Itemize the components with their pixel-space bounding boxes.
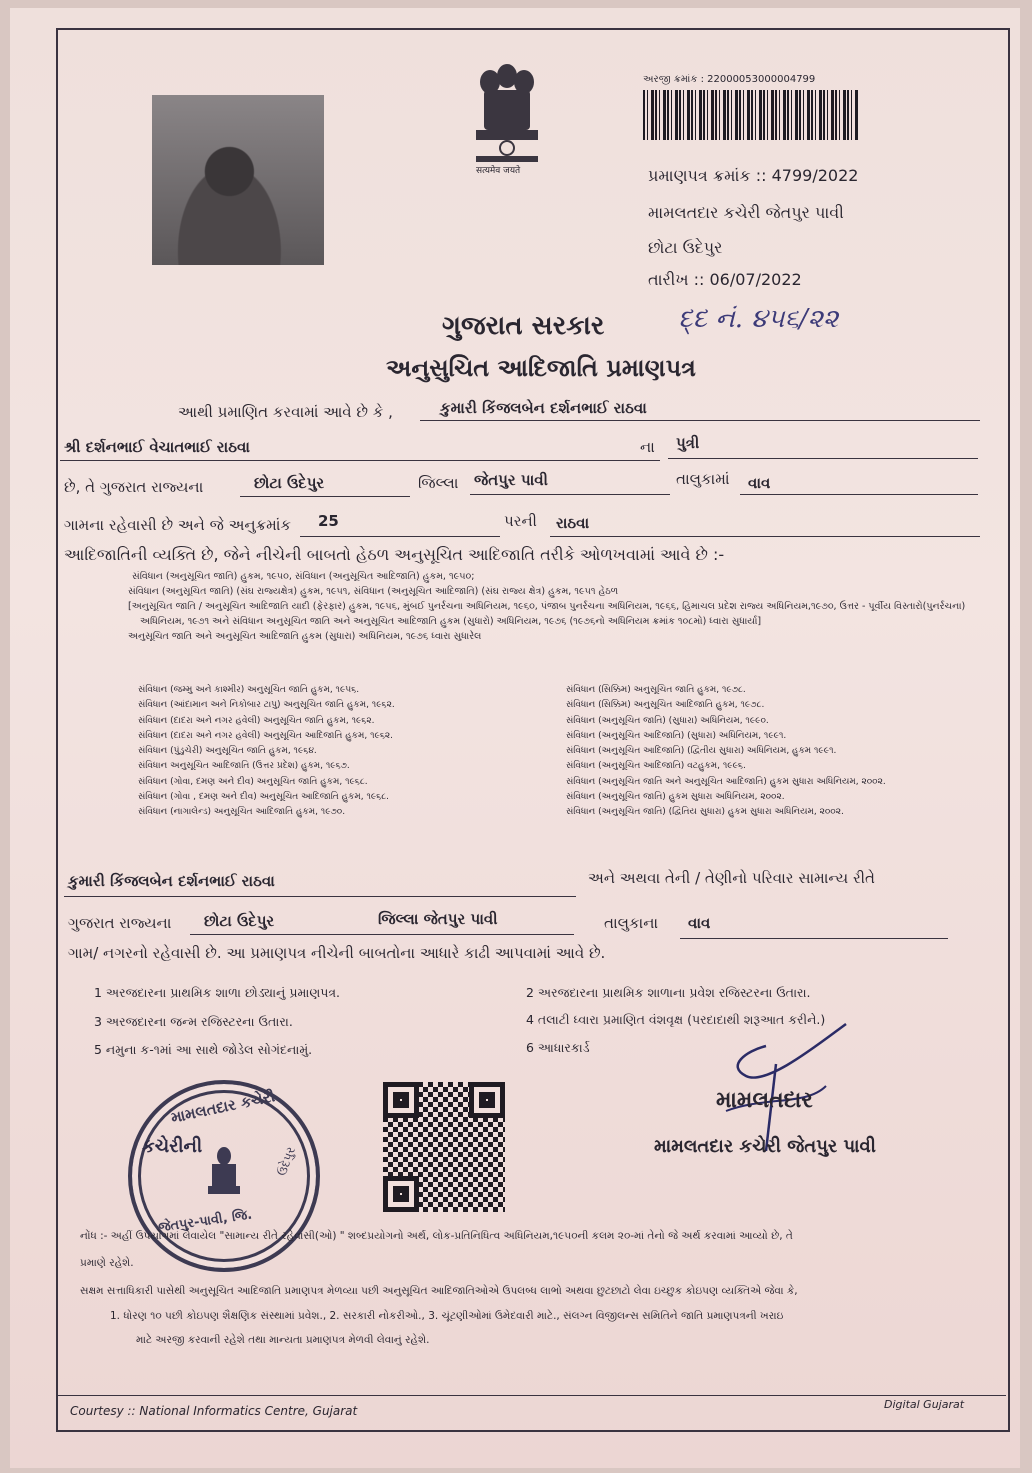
relation-line — [668, 458, 978, 459]
state-prefix-second: ગુજરાત રાજ્યના — [68, 914, 172, 932]
list-item: સંવિધાન (નાગાલેન્ડ) અનુસૂચિત આદિજાતિ હુકમ, ૧૯૭૦. — [138, 807, 346, 818]
list-item: સંવિધાન (દાદરા અને નગર હવેલી) અનુસૂચિત જાતિ હુકમ, ૧૯૬૨. — [138, 715, 375, 726]
list-item: સંવિધાન (અનુસૂચિત આદિજાતિ) વટહુકમ, ૧૯૯૬. — [566, 761, 746, 772]
signature-icon — [706, 1016, 856, 1156]
footer-divider — [58, 1395, 1006, 1396]
list-item: સંવિધાન (પુંડુચેરી) અનુસૂચિત જાતિ હુકમ, ૧૯૬૪. — [138, 746, 317, 757]
tribe-name: રાઠવા — [556, 514, 590, 532]
list-item: સંવિધાન (સિક્કિમ) અનુસૂચિત જાતિ હુકમ, ૧૯૭૮. — [566, 685, 746, 695]
village-second-line — [680, 938, 948, 939]
recognised-text: આદિજાતિની વ્યક્તિ છે, જેને નીચેની બાબતો હેઠળ અનુસૂચિત આદિજાતિ તરીકે ઓળખવામાં આવે છે :- — [64, 545, 725, 564]
signatory-designation: મામલતદાર — [716, 1088, 813, 1113]
office-name: મામલતદાર કચેરી જેતપુર પાવી — [648, 203, 844, 222]
orders-right-list — [566, 683, 886, 821]
document-item: 1 અરજદારના પ્રાથમિક શાળા છોડ્યાનું પ્રમાણપત્ર. — [94, 985, 341, 1000]
list-item: સંવિધાન (આંદામાન અને નિકોબાર ટાપુ) અનુસૂચિત જાતિ હુકમ, ૧૯૬૨. — [138, 700, 395, 711]
qr-finder-mark — [383, 1082, 419, 1118]
village: વાવ — [748, 474, 771, 492]
certificate-title: અનુસુચિત આદિજાતિ પ્રમાણપત્ર — [386, 354, 696, 382]
qr-finder-mark — [383, 1176, 419, 1212]
certificate-number: પ્રમાણપત્ર ક્રમાંક :: 4799/2022 — [648, 166, 859, 185]
village-second: વાવ — [688, 914, 711, 932]
document-item: 4 તલાટી ધ્વારા પ્રમાણિત વંશવૃક્ષ (પરદાદાથી શરૂઆત કરીને.) — [526, 1012, 826, 1027]
relation: પુત્રી — [676, 434, 700, 452]
orders-intro-line: સંવિધાન (અનુસૂચિત જાતિ) (સંઘ રાજ્યક્ષેત્ર) હુકમ, ૧૯૫૧, સંવિધાન (અનુસૂચિત આદિજાતિ) (સંઘ રાજ્ય ક્ષેત્ર) હુકમ, ૧૯૫૧ હેઠળ — [128, 586, 619, 597]
district-line — [240, 496, 410, 497]
orders-left-list — [138, 683, 395, 821]
applicant-name-line — [420, 420, 980, 421]
basis-text: ગામ/ નગરનો રહેવાસી છે. આ પ્રમાણપત્ર નીચેની બાબતોના આધારે કાઢી આપવામાં આવે છે. — [68, 944, 606, 962]
district-second: છોટા ઉદેપુર — [204, 912, 275, 930]
seal-center-text: કચેરીની — [142, 1136, 203, 1157]
footer-brand: Digital Gujarat — [884, 1398, 965, 1411]
resident-prefix: ગામના રહેવાસી છે અને જે અનુક્રમાંક — [64, 516, 292, 534]
footer-courtesy: Courtesy :: National Informatics Centre, Gujarat — [70, 1404, 358, 1418]
tribe-line — [550, 536, 980, 537]
government-title: ગુજરાત સરકાર — [442, 311, 605, 341]
note-one: નોંધ :- અહીં ઉપયોગમાં લેવાયેલ "સામાન્ય રીતે રહેવાસી(ઓ) " શબ્દપ્રયોગનો અર્થ, લોક-પ્રતિનિધિત્વ અધિનિયમ,૧૯૫૦ની કલમ ૨૦-માં તેનો જે અર્થ કરવામાં આવ્યો છે, તે — [80, 1230, 793, 1242]
family-text: અને અથવા તેની / તેણીનો પરિવાર સામાન્ય રીતે — [588, 869, 875, 887]
taluka-label: તાલુકામાં — [676, 470, 730, 488]
orders-intro — [128, 569, 965, 644]
orders-intro-line: અધિનિયમ, ૧૯૭૧ અને સંવિધાન અનુસૂચિત જાતિ અને અનુસૂચિત આદિજાતિ હુકમ (સુધારો) અધિનિયમ, ૧૯૭૬ (૧૯૭૬નો અધિનિયમ ક્રમાંક ૧૦૮મો) ધ્વારા સુધાર્યા] — [140, 616, 762, 627]
list-item: સંવિધાન (અનુસૂચિત જાતિ) (સુધારા) અધિનિયમ, ૧૯૯૦. — [566, 715, 769, 726]
note-two-continued: માટે અરજી કરવાની રહેશે તથા માન્યતા પ્રમાણપત્ર મેળવી લેવાનું રહેશે. — [136, 1334, 430, 1346]
parent-name: શ્રી દર્શનભાઈ વેચાતભાઈ રાઠવા — [64, 438, 250, 456]
taluka: જેતપુર પાવી — [474, 471, 548, 489]
applicant-photo — [152, 95, 324, 265]
office-district: છોટા ઉદેપુર — [648, 238, 723, 257]
seal-emblem-icon — [202, 1146, 246, 1200]
applicant-name: કુમારી કિંજલબેન દર્શનભાઈ રાઠવા — [440, 399, 647, 417]
certify-prefix: આથી પ્રમાણિત કરવામાં આવે છે કે , — [178, 403, 393, 421]
national-emblem-icon — [462, 60, 552, 178]
list-item: સંવિધાન (અનુસૂચિત જાતિ અને અનુસૂચિત આદિજાતિ) હુકમ સુધારા અધિનિયમ, ૨૦૦૨. — [566, 776, 886, 787]
orders-intro-line: [અનુસૂચિત જાતિ / અનુસૂચિત આદિજાતિ યાદી (ફેરફાર) હુકમ, ૧૯૫૬, મુંબઈ પુનર્રચના અધિનિયમ, ૧૯૬૦, પંજાબ પુનર્રચના અધિનિયમ, ૧૯૬૬, હિમાચલ પ્રદેશ રાજ્ય અધિનિયમ,૧૯૭૦, ઉત્તર - પૂર્વીય વિસ્તારો(પુનર્રચના) — [128, 601, 966, 612]
note-two-item: 1. ધોરણ ૧૦ પછી કોઇપણ શૈક્ષણિક સંસ્થામાં પ્રવેશ., 2. સરકારી નોકરીઓ., 3. ચૂંટણીઓમાં ઉમેદવારી માટે., સંલગ્ન વિજીલન્સ સમિતિને જાતિ પ્રમાણપત્રની ખરાઇ — [110, 1310, 784, 1322]
state-prefix: છે, તે ગુજરાત રાજ્યના — [64, 478, 204, 496]
list-item: સંવિધાન (ગોવા , દમણ અને દીવ) અનુસૂચિત આદિજાતિ હુકમ, ૧૯૬૮. — [138, 792, 390, 803]
relation-prefix: ના — [640, 438, 655, 456]
parent-name-line — [60, 460, 660, 461]
orders-intro-line: અનુસૂચિત જાતિ અને અનુસૂચિત આદિજાતિ હુકમ (સુધારા) અધિનિયમ, ૧૯૭૬ ધ્વારા સુધારેલ — [128, 631, 482, 642]
district-taluka-second: જિલ્લા જેતપુર પાવી — [378, 910, 498, 928]
application-barcode — [643, 90, 858, 140]
qr-finder-mark — [469, 1082, 505, 1118]
signatory-office: મામલતદાર કચેરી જેતપુર પાવી — [654, 1136, 876, 1157]
list-item: સંવિધાન અનુસૂચિત આદિજાતિ (ઉત્તર પ્રદેશ) હુકમ, ૧૯૬૭. — [138, 761, 350, 772]
serial-line — [300, 536, 500, 537]
verification-qr-code — [383, 1082, 505, 1212]
emblem-motto: सत्यमेव जयते — [476, 166, 521, 176]
official-seal — [128, 1080, 320, 1272]
district-label: જિલ્લા — [418, 474, 459, 492]
district: છોટા ઉદેપુર — [254, 474, 325, 492]
document-item: 2 અરજદારના પ્રાથમિક શાળાના પ્રવેશ રજિસ્ટરના ઉતારા. — [526, 985, 811, 1000]
applicant-name-second: કુમારી કિંજલબેન દર્શનભાઈ રાઠવા — [68, 872, 275, 890]
list-item: સંવિધાન (દાદરા અને નગર હવેલી) અનુસૂચિત આદિજાતિ હુકમ, ૧૯૬૨. — [138, 730, 394, 741]
village-line — [740, 494, 978, 495]
list-item: સંવિધાન (ગોવા, દમણ અને દીવ) અનુસૂચિત જાતિ હુકમ, ૧૯૬૮. — [138, 776, 368, 787]
par-label: પરની — [504, 512, 537, 530]
list-item: સંવિધાન (સિક્કિમ) અનુસૂચિત આદિજાતિ હુકમ, ૧૯૭૮. — [566, 700, 765, 711]
issue-date: તારીખ :: 06/07/2022 — [648, 270, 802, 289]
seal-bottom-text: જેતપુર-પાવી, જિ. — [157, 1207, 254, 1236]
district-taluka-second-line — [190, 934, 574, 935]
document-item: 3 અરજદારના જન્મ રજિસ્ટરના ઉતારા. — [94, 1014, 293, 1029]
list-item: સંવિધાન (જમ્મુ અને કાશ્મીર) અનુસૂચિત જાતિ હુકમ, ૧૯૫૬. — [138, 685, 360, 695]
taluka-line — [470, 494, 670, 495]
application-number: અરજી ક્રમાંક : 22000053000004799 — [643, 74, 816, 85]
orders-intro-line: સંવિધાન (અનુસૂચિત જાતિ) હુકમ, ૧૯૫૦, સંવિધાન (અનુસૂચિત આદિજાતિ) હુકમ, ૧૯૫૦; — [132, 571, 475, 582]
serial-number: 25 — [318, 512, 339, 530]
list-item: સંવિધાન (અનુસૂચિત જાતિ) (દ્વિતિય સુધારા) હુકમ સુધારા અધિનિયમ, ૨૦૦૨. — [566, 807, 844, 818]
document-item: 6 આધારકાર્ડ — [526, 1040, 590, 1055]
seal-top-text: મામલતદાર કચેરી — [169, 1087, 277, 1127]
list-item: સંવિધાન (અનુસૂચિત આદિજાતિ) (સુધારા) અધિનિયમ, ૧૯૯૧. — [566, 730, 787, 741]
document-item: 5 નમુના ક-૧માં આ સાથે જોડેલ સોગંદનામું. — [94, 1042, 313, 1057]
list-item: સંવિધાન (અનુસૂચિત જાતિ) હુકમ સુધારા અધિનિયમ, ૨૦૦૨. — [566, 792, 785, 803]
list-item: સંવિધાન (અનુસૂચિત આદિજાતિ) (દ્વિતીય સુધારા) અધિનિયમ, હુકમ ૧૯૯૧. — [566, 746, 837, 757]
note-one-continued: પ્રમાણે રહેશે. — [80, 1257, 134, 1269]
applicant-name-second-line — [64, 896, 576, 897]
taluka-label-second: તાલુકાના — [604, 914, 659, 932]
note-two: સક્ષમ સત્તાધિકારી પાસેથી અનુસૂચિત આદિજાતિ પ્રમાણપત્ર મેળવ્યા પછી અનુસૂચિત આદિજાતિઓએ ઉપલબ્ધ લાભો અથવા છુટછાટો લેવા ઇચ્છુક કોઇપણ વ્યક્તિએ જેવા કે, — [80, 1285, 798, 1297]
seal-right-text: ઉદેપુર — [274, 1144, 299, 1178]
handwritten-number: દ્દ નં. ૪૫૬/૨૨ — [678, 304, 839, 334]
